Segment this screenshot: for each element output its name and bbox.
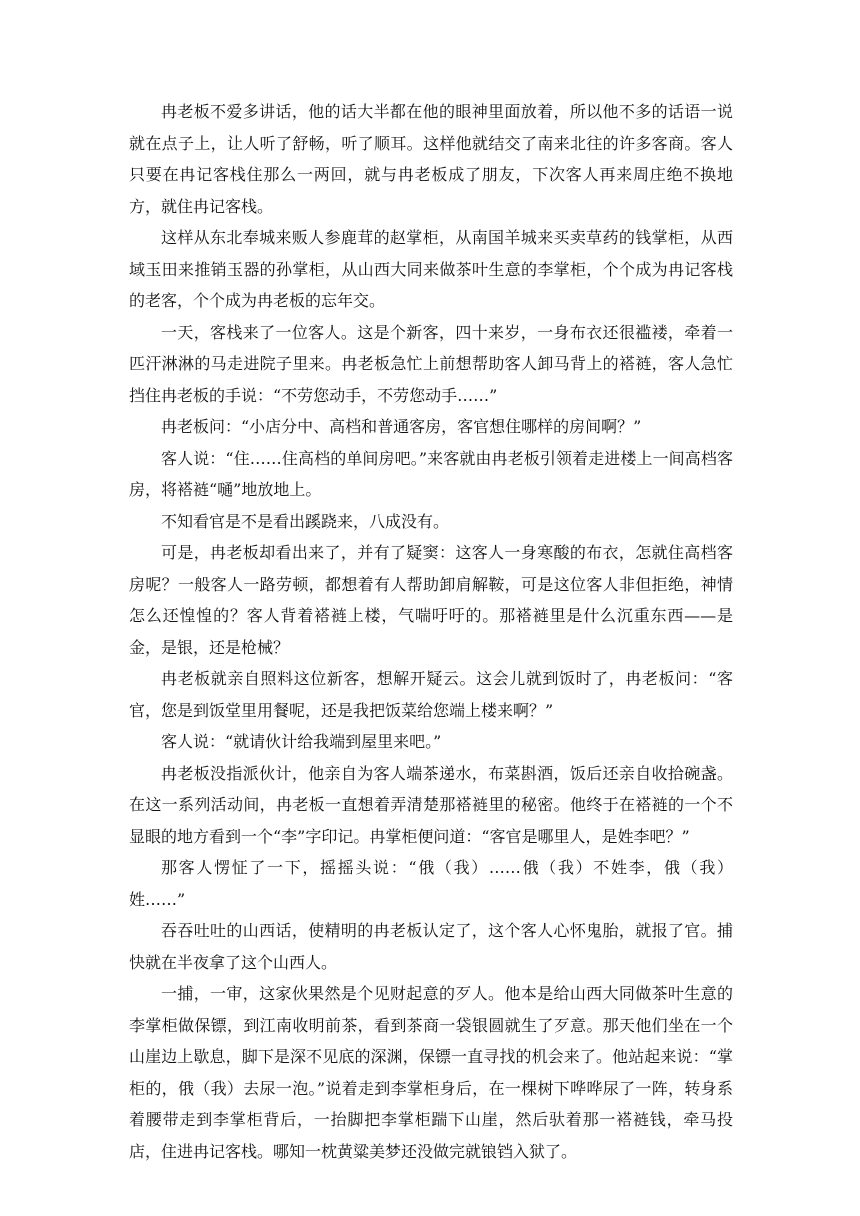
paragraph: 可是，冉老板却看出来了，并有了疑窦：这客人一身寒酸的布衣，怎就住高档客房呢？一般客人一路劳顿，都想着有人帮助卸肩解鞍，可是这位客人非但拒绝，神情怎么还惶惶的？客人背着褡裢上楼，气喘吁吁的。那褡裢里是什么沉重东西——是金，是银，还是枪械？ [129, 543, 733, 657]
paragraph: 冉老板不爱多讲话，他的话大半都在他的眼神里面放着，所以他不多的话语一说就在点子上，让人听了舒畅，听了顺耳。这样他就结交了南来北往的许多客商。客人只要在冉记客栈住那么一两回，就与冉老板成了朋友，下次客人再来周庄绝不换地方，就住冉记客栈。 [129, 102, 733, 216]
paragraph: 那客人愣怔了一下，摇摇头说：“俄（我）……俄（我）不姓李，俄（我）姓……” [129, 858, 733, 909]
paragraph: 这样从东北奉城来贩人参鹿茸的赵掌柜，从南国羊城来买卖草药的钱掌柜，从西域玉田来推销玉器的孙掌柜，从山西大同来做茶叶生意的李掌柜，个个成为冉记客栈的老客，个个成为冉老板的忘年交。 [129, 228, 733, 310]
paragraph: 一天，客栈来了一位客人。这是个新客，四十来岁，一身布衣还很褴褛，牵着一匹汗淋淋的马走进院子里来。冉老板急忙上前想帮助客人卸马背上的褡裢，客人急忙挡住冉老板的手说：“不劳您动手，不劳您动手……” [129, 322, 733, 405]
document-body [129, 96, 733, 1167]
paragraph: 冉老板问：“小店分中、高档和普通客房，客官想住哪样的房间啊？” [161, 417, 642, 436]
paragraph: 冉老板没指派伙计，他亲自为客人端茶递水，布菜斟酒，饭后还亲自收拾碗盏。在这一系列活动间，冉老板一直想着弄清楚那褡裢里的秘密。他终于在褡裢的一个不显眼的地方看到一个“李”字印记。冉掌柜便问道：“客官是哪里人，是姓李吧？” [129, 763, 733, 846]
paragraph: 客人说：“就请伙计给我端到屋里来吧。” [161, 732, 442, 751]
paragraph: 客人说：“住……住高档的单间房吧。”来客就由冉老板引领着走进楼上一间高档客房，将褡裢“嗵”地放地上。 [129, 448, 733, 499]
paragraph: 一捕，一审，这家伙果然是个见财起意的歹人。他本是给山西大同做茶叶生意的李掌柜做保镖，到江南收明前茶，看到茶商一袋银圆就生了歹意。那天他们坐在一个山崖边上歇息，脚下是深不见底的深渊，保镖一直寻找的机会来了。他站起来说：“掌柜的，俄（我）去尿一泡。”说着走到李掌柜身后，在一棵树下哗哗尿了一阵，转身系着腰带走到李掌柜背后，一抬脚把李掌柜踹下山崖，然后驮着那一褡裢钱，牵马投店，住进冉记客栈。哪知一枕黄粱美梦还没做完就锒铛入狱了。 [129, 984, 733, 1161]
paragraph: 冉老板就亲自照料这位新客，想解开疑云。这会儿就到饭时了，冉老板问：“客官，您是到饭堂里用餐呢，还是我把饭菜给您端上楼来啊？” [129, 669, 733, 720]
paragraph: 不知看官是不是看出蹊跷来，八成没有。 [161, 511, 450, 531]
paragraph: 吞吞吐吐的山西话，使精明的冉老板认定了，这个客人心怀鬼胎，就报了官。捕快就在半夜拿了这个山西人。 [129, 921, 733, 972]
